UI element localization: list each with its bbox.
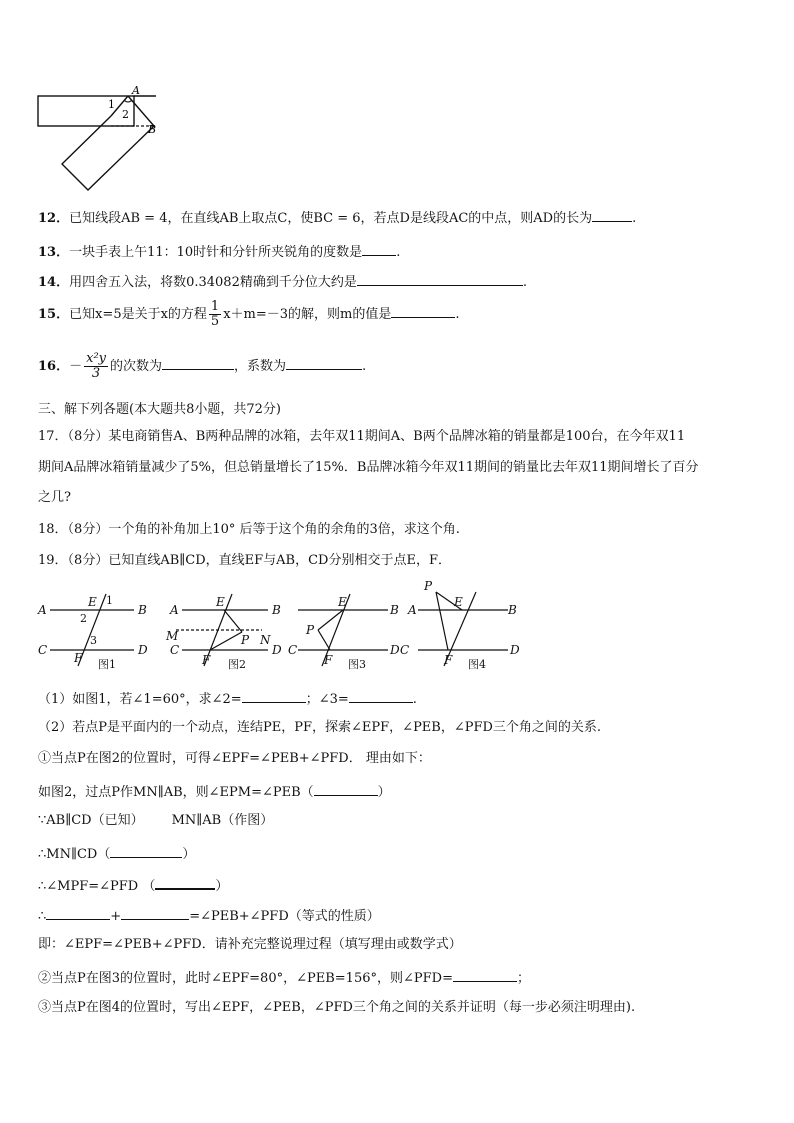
label-A: A [132,86,140,97]
q15-post: x＋m=－3的解，则m的值是 [223,307,392,322]
fig3-label-B: B [390,603,399,617]
q17-line-3: 之几? [38,490,71,505]
question-12 [38,207,636,228]
pfd-blank[interactable] [453,967,517,982]
fig4-caption: 图4 [468,658,486,671]
r5-plus: + [110,909,122,924]
r1-blank[interactable] [314,781,378,796]
angle-3-blank[interactable] [349,688,413,703]
q16-number: 16． [38,359,70,374]
r2-b: MN∥AB（作图） [171,813,274,828]
q16-mid: 的次数为 [110,359,163,374]
c2-pre: ②当点P在图3的位置时，此时∠EPF=80°，∠PEB=156°，则∠PFD= [38,971,453,986]
q16-coefficient-blank[interactable] [286,355,362,370]
case-1: ①当点P在图2的位置时，可得∠EPF=∠PEB+∠PFD． 理由如下： [38,751,431,766]
fig4-label-C: C [400,643,410,657]
fig3-label-P: P [306,623,315,637]
q15-number: 15． [38,307,70,322]
q16-end: . [362,359,367,374]
parallel-lines-figures [34,578,526,676]
q12-text: 已知线段AB = 4，在直线AB上取点C，使BC = 6，若点D是线段AC的中点，则AD的长为 [69,211,593,226]
fig2-label-F: F [202,653,211,667]
r3-pre: ∴MN∥CD（ [38,847,111,862]
q14-end: . [522,275,527,290]
q15-frac-den: 5 [210,314,220,329]
fig2-label-N: N [260,633,271,647]
fig4-label-P: P [424,579,433,593]
r1-end: ） [377,785,391,800]
q16-minus: － [69,359,83,374]
fig1-label-A: A [38,603,47,617]
case-3: ③当点P在图4的位置时，写出∠EPF，∠PEB，∠PFD三个角之间的关系并证明（每一步必须注明理由). [38,1000,636,1015]
question-16 [38,350,366,384]
fig4-label-D: D [510,643,520,657]
fig3-label-D: D [390,643,400,657]
question-15 [38,300,460,330]
q16-frac-num: x²y [86,351,106,366]
r5-pre: ∴ [38,909,47,924]
question-19: 19．（8分）已知直线AB∥CD，直线EF与AB，CD分别相交于点E，F． [38,553,451,568]
fig1-angle-2: 2 [80,612,87,625]
part-1 [38,688,417,709]
q12-end: . [632,211,637,226]
q16-degree-blank[interactable] [162,355,234,370]
strip-fold-figure [36,86,166,194]
reason-3 [38,843,195,864]
c2-end: ； [516,971,530,986]
reason-1 [38,781,391,802]
reason-2 [38,812,273,830]
case-2 [38,967,530,988]
angle-2-blank[interactable] [242,688,306,703]
r5-blank-2[interactable] [121,905,189,920]
q16-fraction [84,352,108,381]
q13-text: 一块手表上午11：10时针和分针所夹锐角的度数是 [69,245,363,260]
fig1-caption: 图1 [98,658,116,671]
q15-frac-num: 1 [210,299,220,314]
q14-number: 14． [38,275,70,290]
r4-blank[interactable] [155,874,215,890]
q17-line-2: 期间A品牌冰箱销量减少了5%，但总销量增长了15%．B品牌冰箱今年双11期间的销量比去年双11期间增长了百分 [38,460,699,475]
label-B: B [148,123,157,136]
angle-1-label: 1 [108,98,115,111]
fig1-label-B: B [138,603,147,617]
fig1-angle-3: 3 [90,634,97,647]
fig2-label-B: B [272,603,281,617]
fig4-label-E: E [454,595,463,609]
fig2-label-M: M [166,629,179,643]
q14-text: 用四舍五入法，将数0.34082精确到千分位大约是 [69,275,357,290]
q16-mid2: ，系数为 [234,359,287,374]
fig2-label-C: C [170,643,180,657]
fig2-label-P: P [241,633,250,647]
r5-post: =∠PEB+∠PFD（等式的性质） [189,909,380,924]
fig1-label-F: F [74,651,83,665]
reason-4 [38,874,228,896]
fig3-label-C: C [288,643,298,657]
r4-end: ） [215,879,229,894]
fig2-caption: 图2 [228,658,246,671]
angle-2-label: 2 [122,108,129,121]
reason-5 [38,905,380,926]
r4-pre: ∴∠MPF=∠PFD （ [38,879,156,894]
question-13 [38,241,400,262]
r3-blank[interactable] [110,843,182,858]
q12-answer-blank[interactable] [592,207,632,222]
p1-end: . [412,692,417,707]
fig3-label-E: E [338,595,347,609]
q12-number: 12． [38,211,70,226]
r3-end: ） [182,847,196,862]
q15-pre: 已知x=5是关于x的方程 [69,307,207,322]
r5-blank-1[interactable] [46,905,110,920]
fig1-angle-1: 1 [106,594,113,607]
fig4-label-F: F [444,653,453,667]
fig1-label-C: C [38,643,48,657]
q15-fraction [209,300,221,329]
q13-number: 13． [38,245,70,260]
part-2: （2）若点P是平面内的一个动点，连结PE，PF，探索∠EPF，∠PEB，∠PFD三个角之间的关系. [38,720,602,735]
section-3-heading: 三、解下列各题(本大题共8小题，共72分) [38,402,281,417]
q13-end: . [396,245,401,260]
fig3-label-F: F [324,653,333,667]
q14-answer-blank[interactable] [357,271,523,286]
question-18: 18．（8分）一个角的补角加上10° 后等于这个角的余角的3倍，求这个角. [38,522,460,537]
fig3-caption: 图3 [348,658,366,671]
r2-a: ∵AB∥CD（已知） [38,813,144,828]
reason-6: 即：∠EPF=∠PEB+∠PFD．请补充完整说理过程（填写理由或数学式） [38,937,462,952]
fig1-label-D: D [138,643,148,657]
fig1-label-E: E [88,595,97,609]
question-14 [38,271,527,292]
fig2-label-D: D [272,643,282,657]
fig4-label-B: B [508,603,517,617]
q16-frac-den: 3 [91,366,101,381]
q17-line-1: 17．（8分）某电商销售A、B两种品牌的冰箱，去年双11期间A、B两个品牌冰箱的销量都是100台，在今年双11 [38,429,686,444]
r1-pre: 如图2，过点P作MN∥AB，则∠EPM=∠PEB（ [38,785,314,800]
q13-answer-blank[interactable] [362,241,396,256]
p1-pre: （1）如图1，若∠1=60°，求∠2= [38,692,242,707]
fig2-label-A: A [170,603,179,617]
fig4-label-A: A [408,603,417,617]
fig2-label-E: E [216,595,225,609]
q15-answer-blank[interactable] [391,303,455,318]
q15-end: . [455,307,460,322]
p1-mid: ；∠3= [305,692,349,707]
